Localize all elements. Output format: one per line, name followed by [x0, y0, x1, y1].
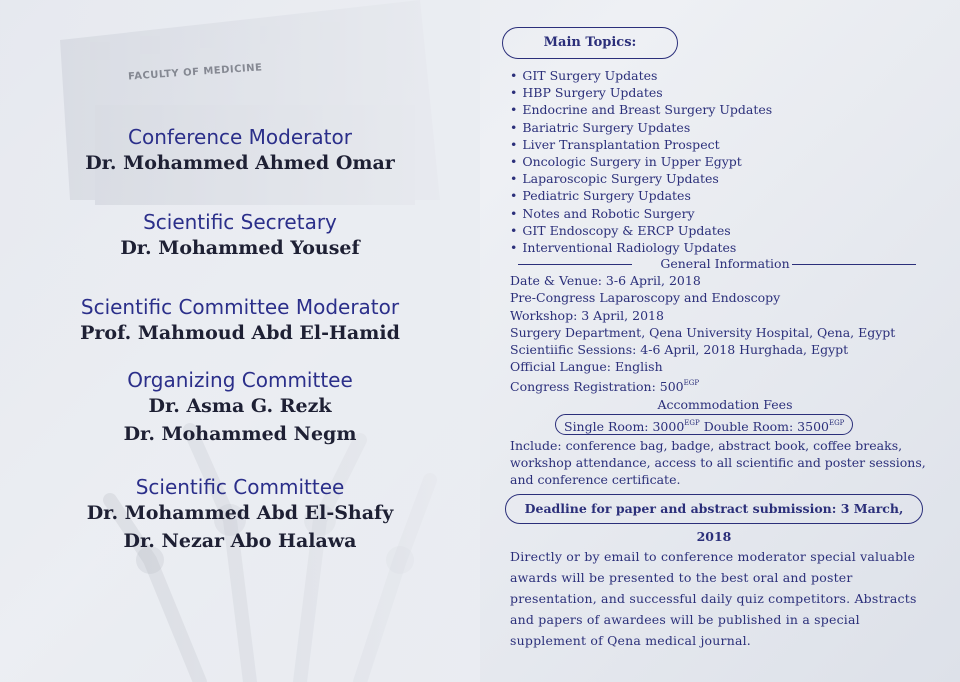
main-topics-title: Main Topics:	[502, 27, 678, 59]
list-item: • Pediatric Surgery Updates	[510, 187, 940, 204]
info-line: Workshop: 3 April, 2018	[510, 307, 664, 323]
divider	[518, 264, 632, 265]
list-item: • Liver Transplantation Prospect	[510, 136, 940, 153]
list-item: • Oncologic Surgery in Upper Egypt	[510, 153, 940, 170]
section-scientific-secretary	[40, 210, 440, 262]
role-title: Conference Moderator	[128, 125, 352, 149]
single-room: Single Room: 3000	[564, 418, 685, 434]
divider	[792, 264, 916, 265]
info-line: Official Langue: English	[510, 359, 663, 375]
section-conference-moderator	[40, 125, 440, 177]
section-organizing-committee	[40, 368, 440, 448]
role-title: Scientific Committee Moderator	[80, 295, 400, 319]
currency-label: EGP	[683, 379, 700, 388]
section-scientific-committee	[40, 475, 440, 555]
section-committee-moderator	[40, 295, 440, 347]
list-item: • Bariatric Surgery Updates	[510, 119, 940, 136]
role-title: Organizing Committee	[127, 368, 353, 392]
currency-label: EGP	[684, 418, 700, 427]
general-info-title: General Information	[660, 256, 790, 272]
info-line: Surgery Department, Qena University Hospital, Qena, Egypt	[510, 324, 896, 340]
double-room: Double Room: 3500	[699, 418, 829, 434]
info-line: Pre-Congress Laparoscopy and Endoscopy	[510, 290, 781, 306]
committee-list	[40, 125, 440, 555]
person-name: Prof. Mahmoud Abd El-Hamid	[80, 322, 400, 344]
general-info	[510, 272, 940, 395]
list-item: • GIT Surgery Updates	[510, 67, 940, 84]
list-item: • Laparoscopic Surgery Updates	[510, 170, 940, 187]
registration-line	[510, 375, 940, 395]
person-name: Dr. Asma G. Rezk	[148, 395, 332, 417]
role-title: Scientific Secretary	[143, 210, 337, 234]
general-info-header	[510, 255, 940, 272]
accommodation-title: Accommodation Fees	[657, 396, 793, 412]
info-column	[510, 27, 940, 651]
building-sign: FACULTY OF MEDICINE	[127, 62, 263, 83]
list-item: • HBP Surgery Updates	[510, 84, 940, 101]
person-name: Dr. Nezar Abo Halawa	[123, 530, 357, 552]
room-fees	[555, 414, 853, 435]
registration-label: Congress Registration: 500	[510, 379, 684, 395]
include-text: Include: conference bag, badge, abstract book, coffee breaks, workshop attendance, access to all scientific and poster sessions, and conference certificate.	[510, 437, 926, 488]
list-item: • Interventional Radiology Updates	[510, 239, 940, 256]
list-item: • GIT Endoscopy & ERCP Updates	[510, 222, 940, 239]
info-line: Scientiific Sessions: 4-6 April, 2018 Hurghada, Egypt	[510, 342, 849, 358]
deadline-banner: Deadline for paper and abstract submission: 3 March, 2018	[505, 494, 923, 524]
list-item: • Endocrine and Breast Surgery Updates	[510, 101, 940, 118]
role-title: Scientific Committee	[135, 475, 345, 499]
person-name: Dr. Mohammed Ahmed Omar	[85, 152, 395, 174]
person-name: Dr. Mohammed Negm	[123, 423, 357, 445]
topics-list	[510, 67, 940, 256]
closing-text: Directly or by email to conference moderator special valuable awards will be presented to the best oral and poster presentation, and successful daily quiz competitors. Abstracts and papers of awardees will be published in a special supplement of Qena medical journal.	[510, 548, 917, 648]
info-line: Date & Venue: 3-6 April, 2018	[510, 273, 701, 289]
person-name: Dr. Mohammed Abd El-Shafy	[86, 502, 394, 524]
person-name: Dr. Mohammed Yousef	[120, 237, 360, 259]
currency-label: EGP	[828, 418, 845, 427]
list-item: • Notes and Robotic Surgery	[510, 205, 940, 222]
